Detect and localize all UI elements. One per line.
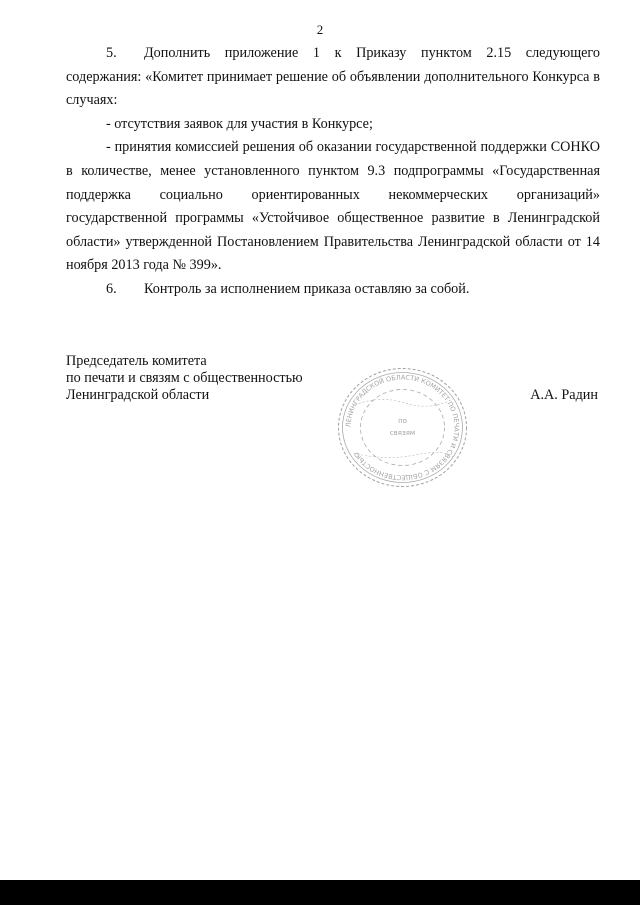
seal-ring-text: ЛЕНИНГРАДСКОЙ ОБЛАСТИ КОМИТЕТ ПО ПЕЧАТИ И СВЯЗЯМ С ОБЩЕСТВЕННОСТЬЮ — [344, 373, 461, 482]
paragraph-item-6 — [66, 278, 600, 302]
item-text: Дополнить приложение 1 к Приказу пунктом 2.15 следующего содержания: «Комитет принимает решение об объявлении дополнительного Конкурса в случаях: — [66, 45, 600, 109]
signature-block — [66, 353, 303, 404]
item-text: Контроль за исполнением приказа оставляю за собой. — [144, 280, 470, 297]
official-seal-stamp — [335, 365, 470, 490]
seal-center-text-2: связям — [389, 429, 416, 437]
page-number: 2 — [316, 22, 324, 37]
paragraph-dash-2: - принятия комиссией решения об оказании государственной поддержки СОНКО в количестве, менее установленного пунктом 9.3 подпрограммы «Государственная поддержка социально ориентированных некоммерческих организаций» государственной программы «Устойчивое общественное развитие в Ленинградской области» утвержденной Постановлением Правительства Ленинградской области от 14 ноября 2013 года № 399». — [66, 139, 600, 274]
paragraph-dash-1: - отсутствия заявок для участия в Конкурсе; — [106, 115, 373, 132]
signer-name: А.А. Радин — [530, 387, 598, 403]
document-body — [66, 42, 600, 302]
signatory-title-line-3: Ленинградской области — [66, 387, 210, 403]
paragraph-item-5 — [66, 42, 600, 113]
scan-bottom-border — [0, 880, 640, 905]
signatory-title-line-1: Председатель комитета — [66, 353, 207, 369]
signatory-title-line-2: по печати и связям с общественностью — [66, 370, 303, 386]
item-number: 5. — [106, 45, 117, 61]
seal-center-text-1: по — [398, 417, 407, 425]
item-number: 6. — [106, 280, 117, 297]
